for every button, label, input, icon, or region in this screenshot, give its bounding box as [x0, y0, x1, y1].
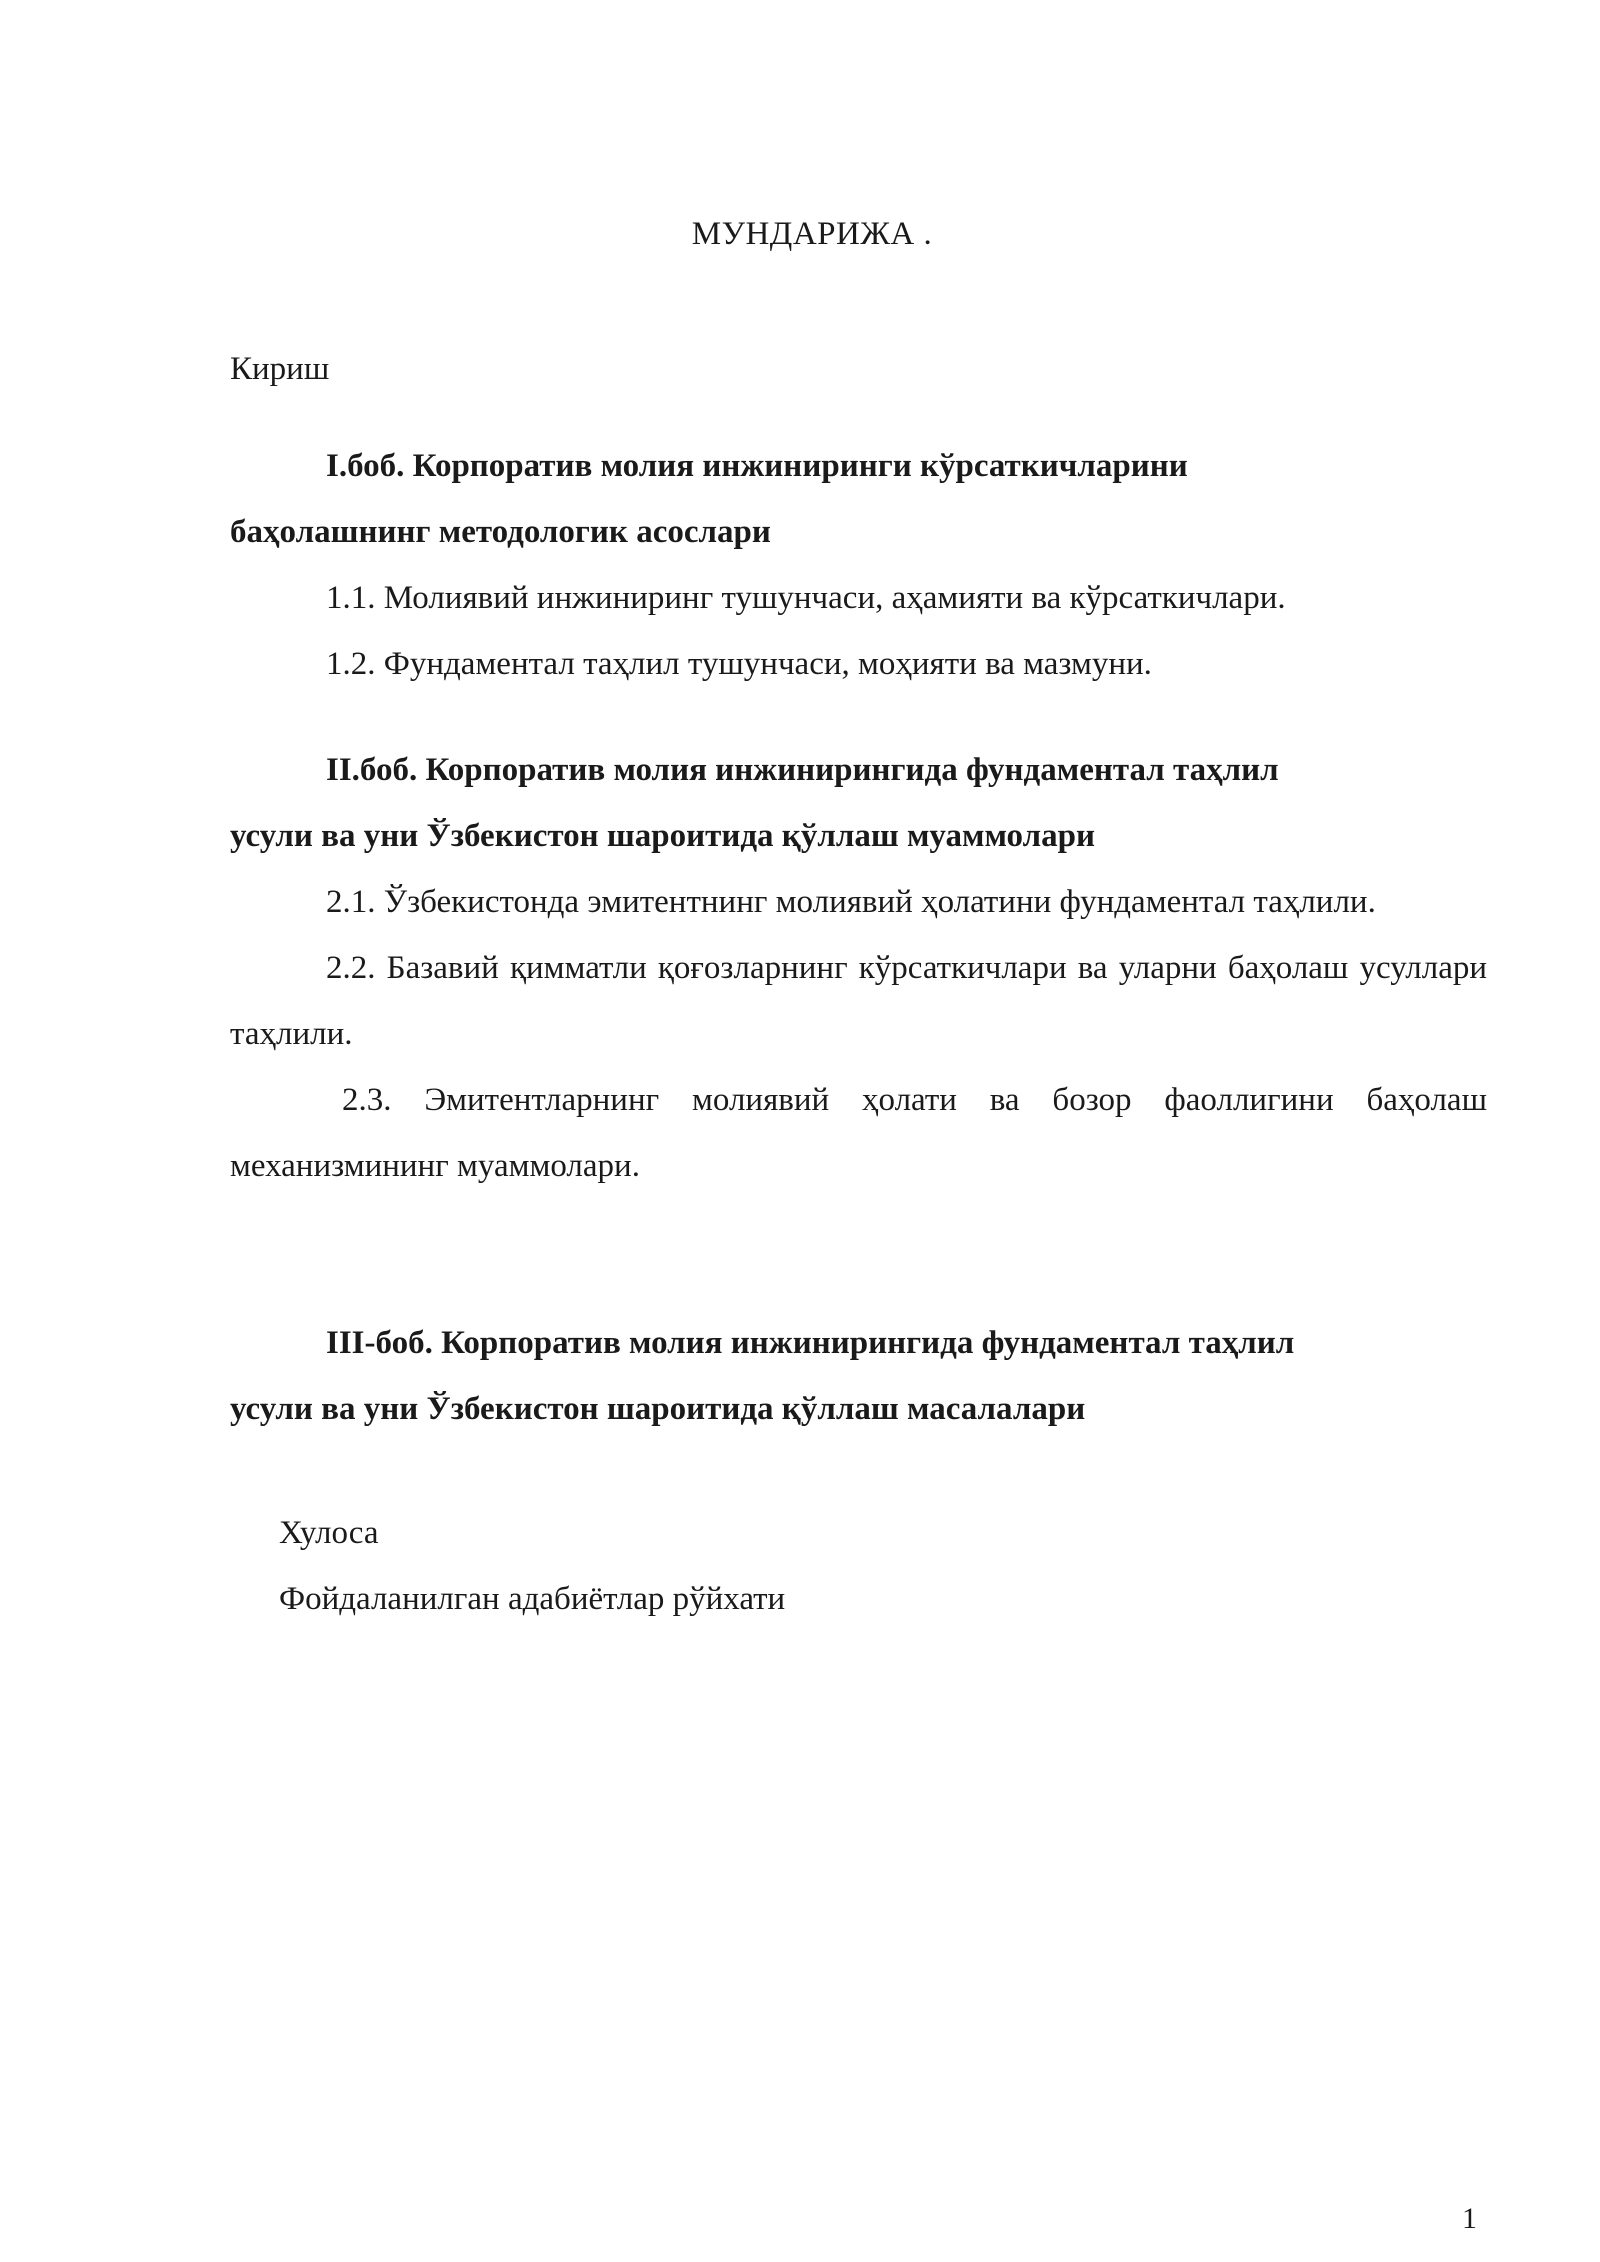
- chapter-1-heading-line1: I.боб. Корпоратив молия инжиниринги кўрсаткичларини: [326, 448, 1188, 484]
- toc-chapter-1: [230, 433, 1487, 697]
- toc-entry-references: Фойдаланилган адабиётлар рўйхати: [279, 1581, 786, 1617]
- section-1-1: 1.1. Молиявий инжиниринг тушунчаси, аҳамияти ва кўрсаткичлари.: [326, 580, 1286, 616]
- page-number: 1: [1462, 2202, 1477, 2235]
- chapter-1-heading-line2: баҳолашнинг методологик асослари: [230, 514, 771, 550]
- toc-chapter-3: [230, 1310, 1487, 1442]
- chapter-2-heading-line1: II.боб. Корпоратив молия инжинирингида фундаментал таҳлил: [326, 752, 1279, 788]
- section-2-3: 2.3. Эмитентларнинг молиявий ҳолати ва бозор фаоллигини баҳолаш механизмининг муаммолари.: [230, 1082, 1487, 1184]
- toc-chapter-2: [230, 737, 1487, 1199]
- chapter-2-heading-line2: усули ва уни Ўзбекистон шароитида қўллаш муаммолари: [230, 818, 1095, 854]
- toc-closing: [279, 1500, 1536, 1632]
- toc-entry-conclusion: Хулоса: [279, 1515, 379, 1551]
- toc-entry-intro: Кириш: [230, 351, 330, 387]
- toc-intro: [230, 336, 1487, 402]
- chapter-3-heading-line2: усули ва уни Ўзбекистон шароитида қўллаш масалалари: [230, 1391, 1086, 1427]
- section-2-2: 2.2. Базавий қимматли қоғозларнинг кўрсаткичлари ва уларни баҳолаш усуллари таҳлили.: [230, 950, 1487, 1052]
- chapter-3-heading-line1: III-боб. Корпоратив молия инжинирингида фундаментал таҳлил: [326, 1325, 1295, 1361]
- section-1-2: 1.2. Фундаментал таҳлил тушунчаси, моҳияти ва мазмуни.: [326, 646, 1152, 682]
- page-title: МУНДАРИЖА .: [691, 216, 933, 252]
- section-2-1: 2.1. Ўзбекистонда эмитентнинг молиявий ҳолатини фундаментал таҳлили.: [326, 884, 1376, 920]
